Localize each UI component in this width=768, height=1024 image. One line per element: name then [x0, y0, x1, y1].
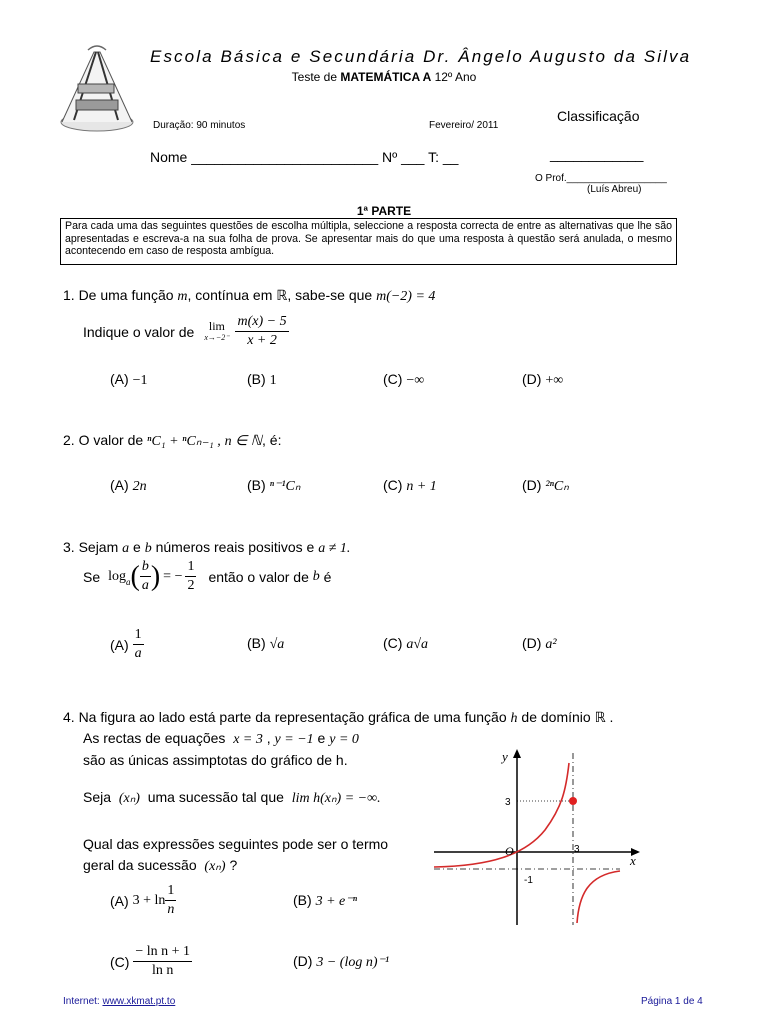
q1-option-b[interactable]: (B) 1: [247, 371, 277, 388]
professor-signature: O Prof.__________________: [535, 173, 667, 184]
question-4-sequence: Seja (xₙ) uma sucessão tal que lim h(xₙ) = −∞.: [83, 789, 381, 806]
q2-option-a[interactable]: (A) 2n: [110, 477, 147, 494]
y-axis-arrow: [513, 749, 521, 758]
point-3-3: [569, 797, 577, 805]
q3-option-d[interactable]: (D) a²: [522, 635, 557, 652]
question-4-line3: são as únicas assimptotas do gráfico de h.: [83, 752, 348, 768]
question-4-stem: 4. Na figura ao lado está parte da representação gráfica de uma função h de domínio ℝ .: [63, 709, 614, 726]
q4-option-a[interactable]: (A) 3 + ln $\frac{1}{n}$: [110, 883, 175, 917]
footer-internet: Internet: www.xkmat.pt.to: [63, 996, 176, 1007]
part-title: 1ª PARTE: [356, 204, 412, 218]
question-1-stem: 1. De uma função m, contínua em ℝ, sabe-se que m(−2) = 4: [63, 287, 436, 304]
page-number: Página 1 de 4: [641, 996, 703, 1007]
question-1-prompt: Indique o valor de lim x→−2⁻ $\frac{m(x) - 5}{x + 2}$: [83, 314, 287, 348]
name-field: Nome ________________________ Nº ___ T: __: [150, 149, 459, 165]
origin-label: O: [505, 844, 514, 858]
classification-blank: ____________: [550, 146, 644, 162]
tick-label-x-3: 3: [574, 844, 580, 855]
q4-option-d[interactable]: (D) 3 − (log n)⁻¹: [293, 953, 390, 970]
q4-option-c[interactable]: (C) $\frac{\text{− ln n + 1}}{\text{ln n}}$: [110, 944, 191, 978]
q2-option-b[interactable]: (B) ⁿ⁻¹Cₙ: [247, 477, 301, 494]
q2-option-c[interactable]: (C) n + 1: [383, 477, 437, 494]
question-3-condition: Se log a ( $\frac{b}{a}$ ) = − $\frac{1}{2}$ então o valor de b é: [83, 559, 332, 593]
q1-option-c[interactable]: (C) −∞: [383, 371, 425, 388]
curve-right-branch: [577, 871, 620, 923]
x-axis-label: x: [630, 853, 636, 868]
instructions-box: Para cada uma das seguintes questões de escolha múltipla, seleccione a resposta correcta de entre as alternativas que lhe são apresentadas e escreva-a na sua folha de prova. Se apresentar mais do que uma resposta à questão será anulada, o mesmo acontecendo em caso de resposta ambígua.: [60, 218, 677, 265]
q3-option-b[interactable]: (B) √a: [247, 635, 285, 652]
q4-option-b[interactable]: (B) 3 + e⁻ⁿ: [293, 892, 358, 909]
question-2-stem: 2. O valor de ⁿC₁ + ⁿCₙ₋₁ , n ∈ ℕ, é:: [63, 432, 282, 449]
question-4-line5: Qual das expressões seguintes pode ser o termo: [83, 836, 389, 852]
q1-option-d[interactable]: (D) +∞: [522, 371, 564, 388]
question-4-asymptotes: As rectas de equações x = 3 , y = −1 e y = 0: [83, 730, 359, 747]
q2-option-d[interactable]: (D) ²ⁿCₙ: [522, 477, 569, 494]
classification-label: Classificação: [557, 108, 640, 124]
q3-option-c[interactable]: (C) a√a: [383, 635, 429, 652]
school-name: Escola Básica e Secundária Dr. Ângelo Augusto da Silva: [150, 47, 692, 66]
q3-option-a[interactable]: (A) $\frac{1}{a}$: [110, 627, 142, 661]
professor-name: (Luís Abreu): [587, 184, 642, 195]
duration: Duração: 90 minutos: [153, 120, 246, 131]
website-link[interactable]: www.xkmat.pt.to: [102, 996, 176, 1007]
question-3-stem: 3. Sejam a e b números reais positivos e a ≠ 1.: [63, 539, 351, 556]
date: Fevereiro/ 2011: [429, 120, 499, 131]
tick-label-y-3: 3: [505, 797, 511, 808]
y-axis-label: y: [502, 749, 508, 764]
test-title: Teste de MATEMÁTICA A 12º Ano: [291, 70, 477, 84]
function-graph: [430, 745, 645, 930]
question-4-line6: geral da sucessão (xₙ) ?: [83, 857, 238, 874]
school-logo: [58, 44, 136, 136]
tick-label-neg1: -1: [524, 875, 533, 886]
q1-option-a[interactable]: (A) −1: [110, 371, 148, 388]
